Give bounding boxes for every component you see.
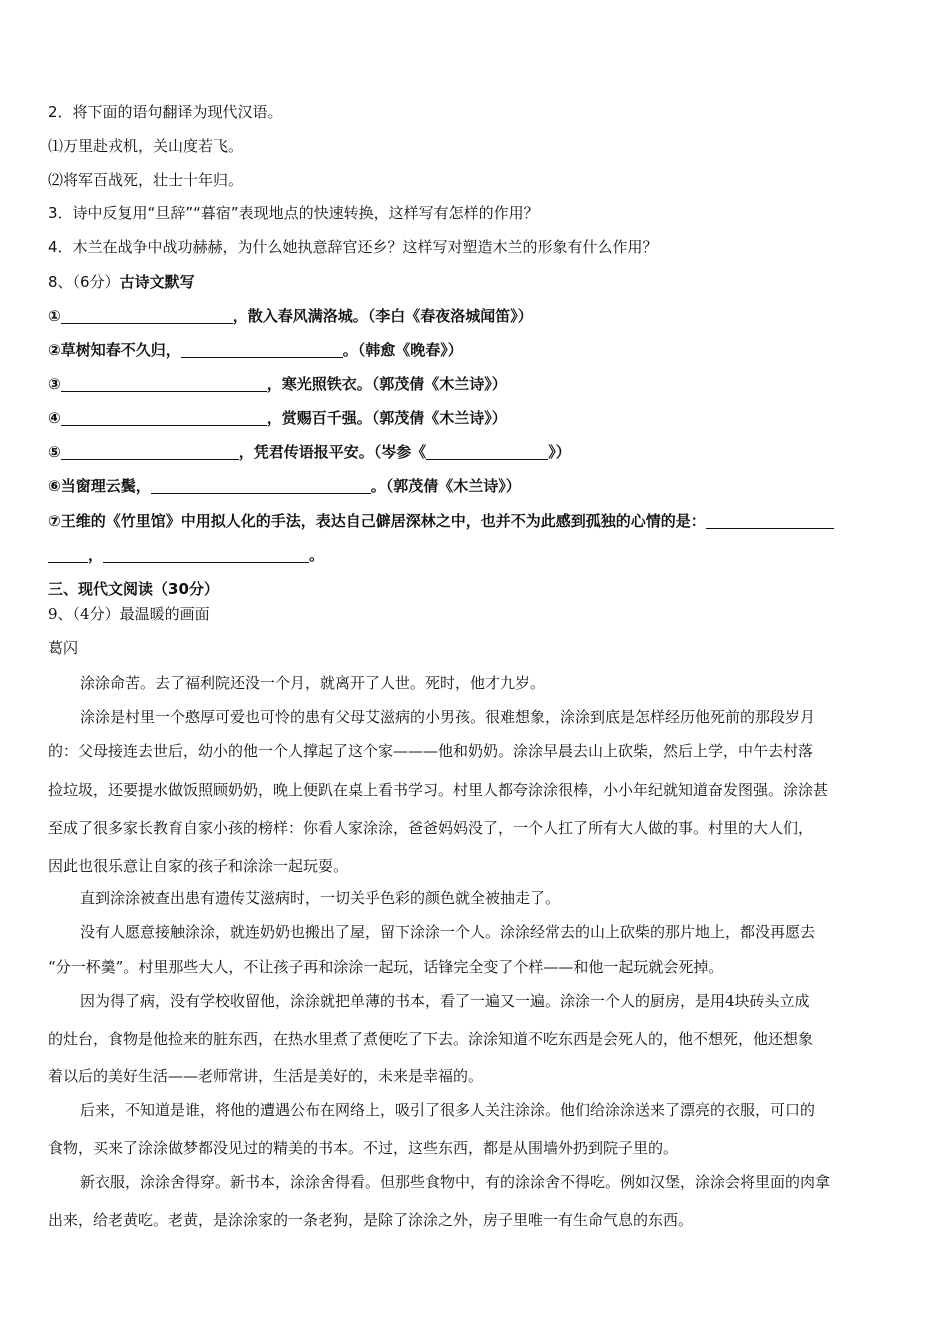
recitation-line-3: ③ ，寒光照铁衣。（郭茂倩《木兰诗》） [48,375,507,393]
recitation-line-1: ① ，散入春风满洛城。（李白《春夜洛城闻笛》） [48,307,533,325]
recitation-line-2: ②草树知春不久归， 。（韩愈《晚春》） [48,341,463,359]
recitation-line-7: ⑦王维的《竹里馆》中用拟人化的手法，表达自己僻居深林之中，也并不为此感到孤独的心情的是： [48,511,834,531]
answer-blank [61,409,267,426]
section-3-heading: 三、现代文阅读（30分） [48,580,219,598]
passage-line: 着以后的美好生活——老师常讲，生活是美好的，未来是幸福的。 [48,1067,484,1085]
passage-line: 后来，不知道是谁，将他的遭遇公布在网络上，吸引了很多人关注涂涂。他们给涂涂送来了漂亮的衣服，可口的 [80,1101,816,1119]
question-8-heading [48,272,195,292]
answer-blank [151,477,371,494]
passage-line: 至成了很多家长教育自家小孩的榜样：你看人家涂涂，爸爸妈妈没了，一个人扛了所有大人做的事。村里的大人们， [48,819,814,837]
passage-author: 葛闪 [48,639,79,657]
question-8-number: 8、（6分） [48,273,120,291]
question-2-translate: 2．将下面的语句翻译为现代汉语。 [48,103,283,121]
question-3: 3．诗中反复用“旦辞”“暮宿”表现地点的快速转换，这样写有怎样的作用？ [48,204,539,222]
answer-blank [103,546,309,563]
passage-line: 涂涂命苦。去了福利院还没一个月，就离开了人世。死时，他才九岁。 [80,674,546,692]
passage-title: 最温暖的画面 [119,605,210,623]
answer-blank [61,443,239,460]
passage-line: 直到涂涂被查出患有遗传艾滋病时，一切关乎色彩的颜色就全被抽走了。 [80,889,561,907]
passage-line: 因此也很乐意让自家的孩子和涂涂一起玩耍。 [48,857,349,875]
question-9-heading [48,604,210,624]
answer-blank [426,443,548,460]
passage-line: 没有人愿意接触涂涂，就连奶奶也搬出了屋，留下涂涂一个人。涂涂经常去的山上砍柴的那片地上，都没再愿去 [80,923,816,941]
answer-blank [181,341,343,358]
recitation-line-4: ④ ，赏赐百千强。（郭茂倩《木兰诗》） [48,409,507,427]
passage-line: “分一杯羹”。村里那些大人，不让孩子再和涂涂一起玩，话锋完全变了个样——和他一起玩就会死掉。 [48,958,724,976]
passage-line: 出来，给老黄吃。老黄，是涂涂家的一条老狗，是除了涂涂之外，房子里唯一有生命气息的东西。 [48,1211,694,1229]
question-4: 4．木兰在战争中战功赫赫，为什么她执意辞官还乡？这样写对塑造木兰的形象有什么作用？ [48,238,658,256]
passage-line: 新衣服，涂涂舍得穿。新书本，涂涂舍得看。但那些食物中，有的涂涂舍不得吃。例如汉堡，涂涂会将里面的肉拿 [80,1173,831,1191]
passage-line: 食物，买来了涂涂做梦都没见过的精美的书本。不过，这些东西，都是从围墙外扔到院子里的。 [48,1139,679,1157]
recitation-line-7-cont: ， 。 [48,545,324,565]
question-9-number: 9、（4分） [48,605,120,623]
translate-item-1: ⑴万里赴戎机，关山度若飞。 [48,137,244,155]
recitation-line-6: ⑥当窗理云鬓， 。（郭茂倩《木兰诗》） [48,477,521,495]
passage-line: 涂涂是村里一个憨厚可爱也可怜的患有父母艾滋病的小男孩。很难想象，涂涂到底是怎样经历他死前的那段岁月 [80,708,816,726]
answer-blank [61,375,267,392]
passage-line: 的灶台，食物是他捡来的脏东西，在热水里煮了煮便吃了下去。涂涂知道不吃东西是会死人的，他不想死，他还想象 [48,1030,814,1048]
passage-line: 因为得了病，没有学校收留他，涂涂就把单薄的书本，看了一遍又一遍。涂涂一个人的厨房，是用4块砖头立成 [80,992,810,1010]
translate-item-2: ⑵将军百战死，壮士十年归。 [48,171,244,189]
passage-line: 捡垃圾，还要提水做饭照顾奶奶，晚上便趴在桌上看书学习。村里人都夸涂涂很棒，小小年纪就知道奋发图强。涂涂甚 [48,781,829,799]
answer-blank [61,307,233,324]
recitation-line-5: ⑤ ，凭君传语报平安。（岑参《 》） [48,443,571,461]
answer-blank [48,546,88,563]
question-8-title: 古诗文默写 [119,273,195,291]
passage-line: 的：父母接连去世后，幼小的他一个人撑起了这个家———他和奶奶。涂涂早晨去山上砍柴，然后上学，中午去村落 [48,742,814,760]
answer-blank [706,512,834,529]
